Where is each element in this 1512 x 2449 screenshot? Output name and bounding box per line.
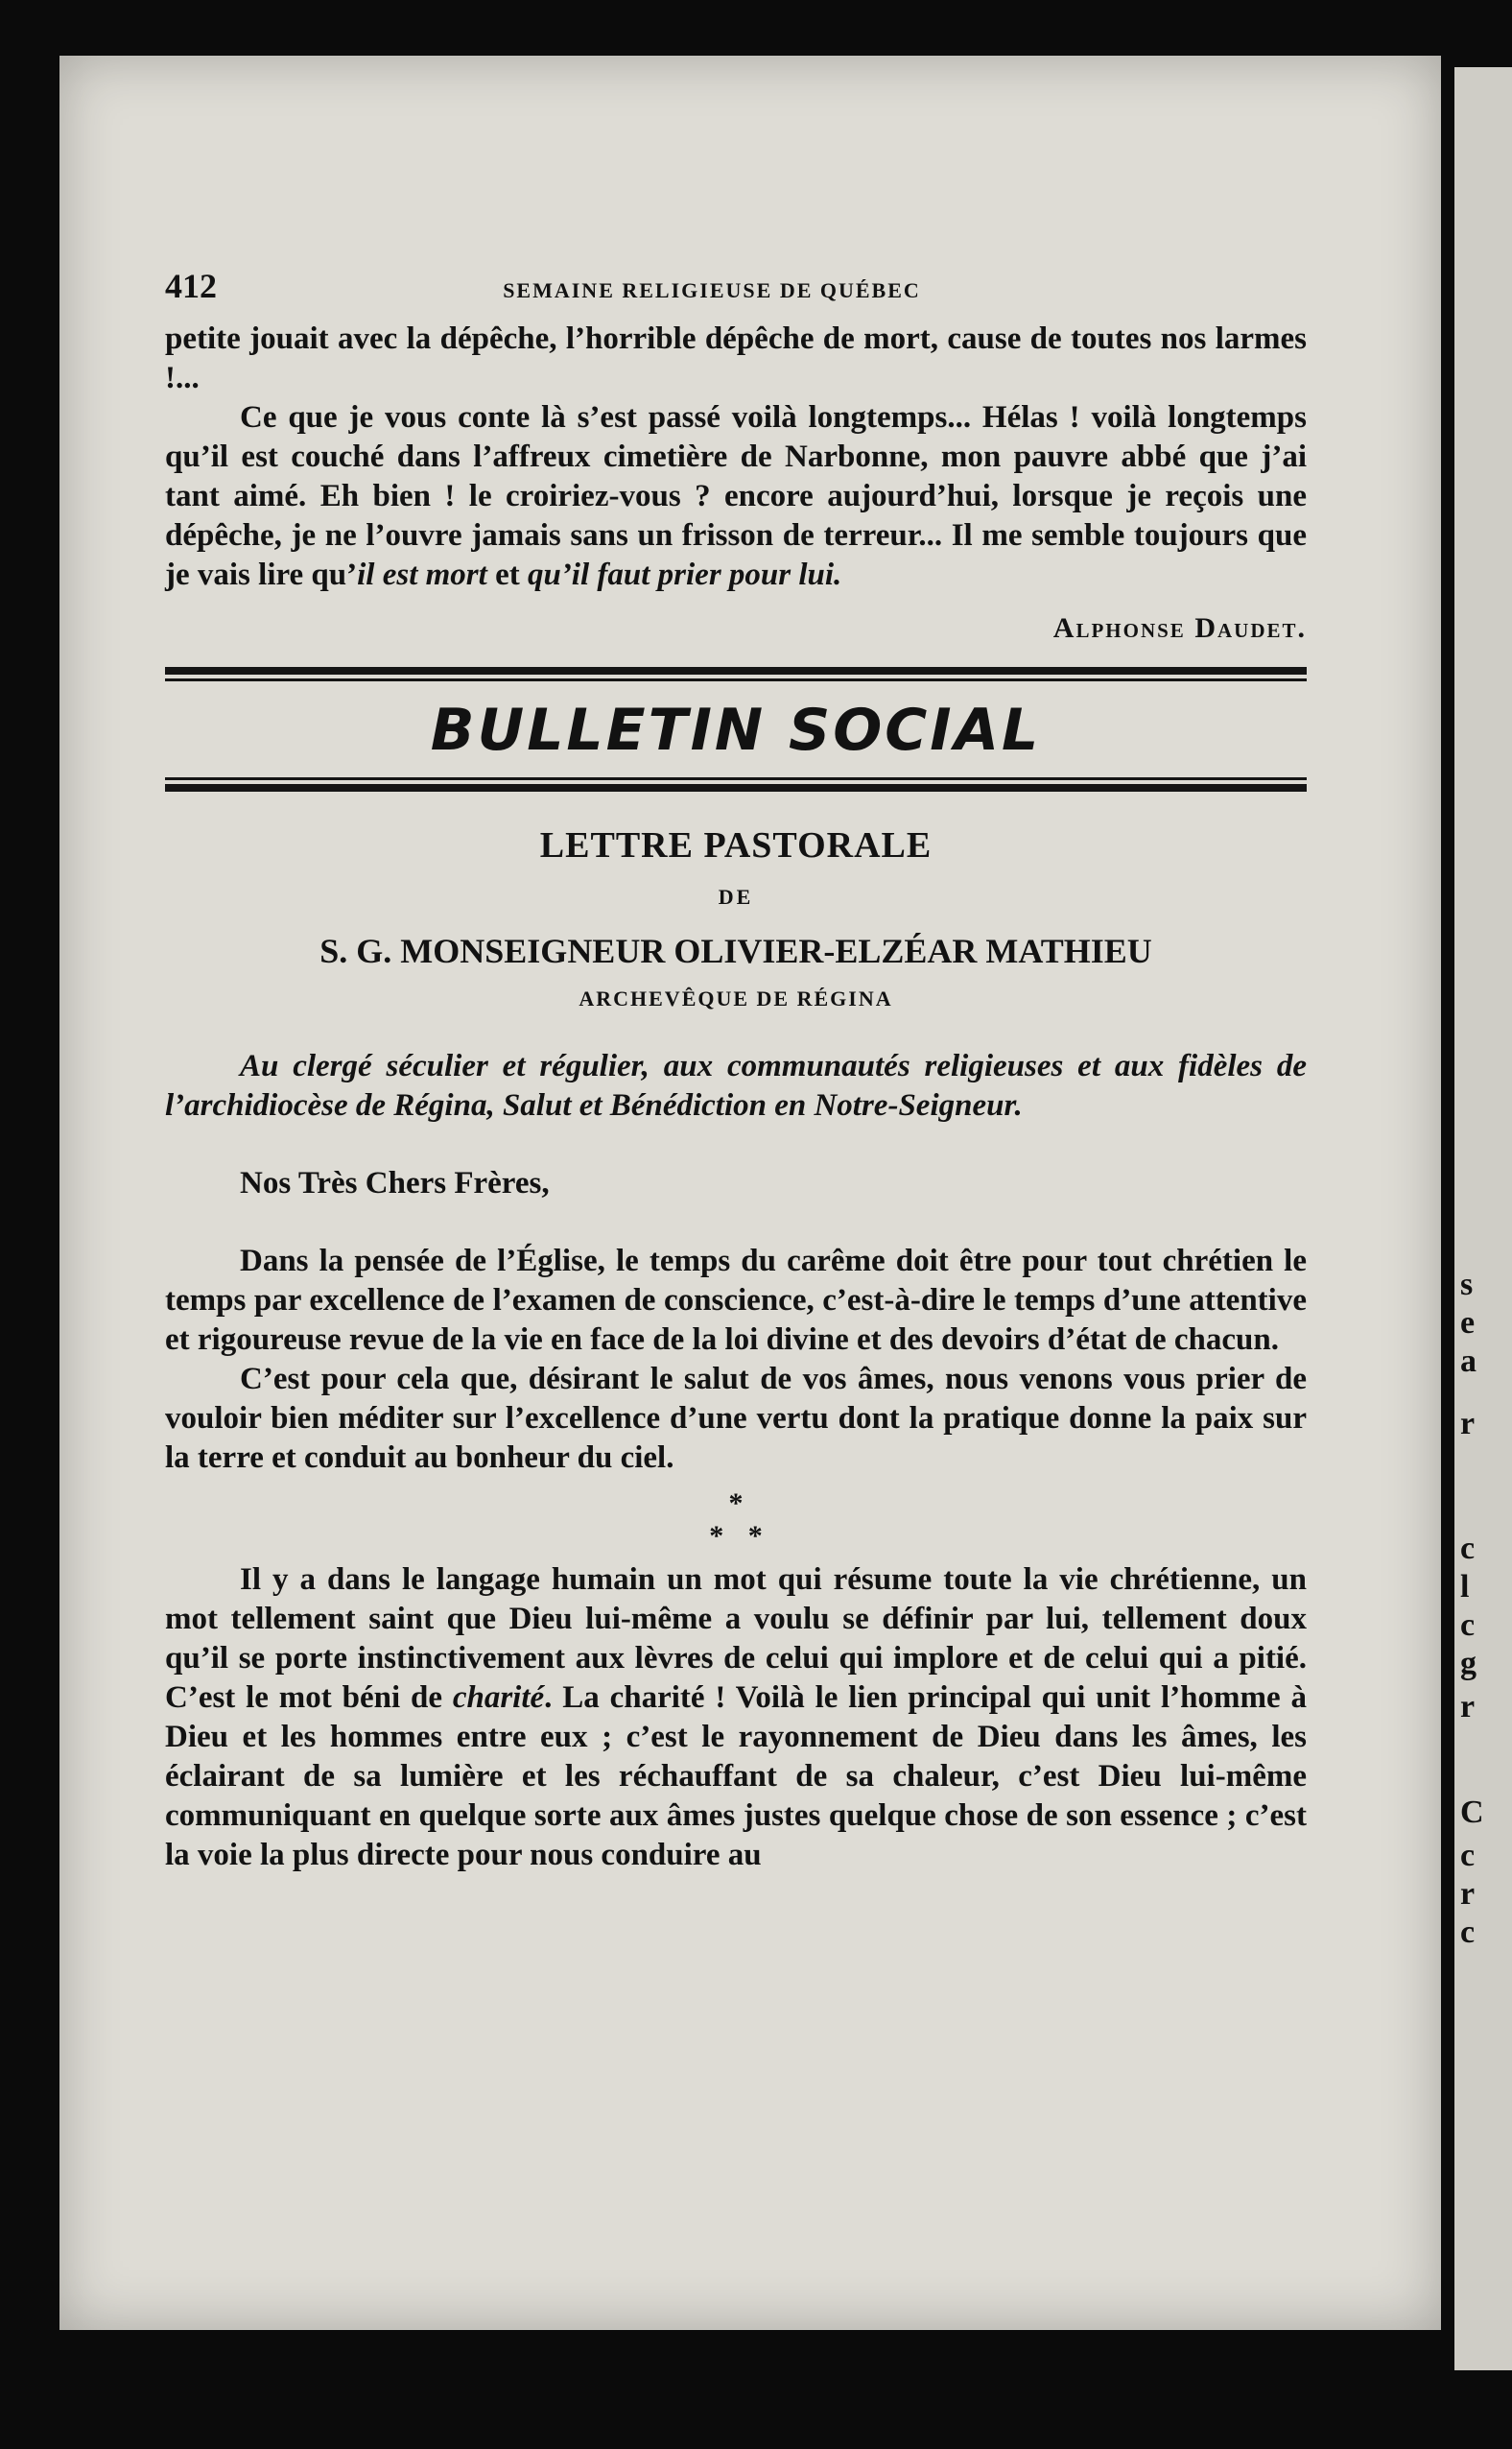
paragraph-text: et: [486, 558, 528, 592]
adjacent-page-fragment: g: [1460, 1646, 1477, 1681]
adjacent-page-fragment: c: [1460, 1607, 1476, 1643]
adjacent-page-fragment: C: [1460, 1795, 1484, 1830]
page-number: 412: [165, 267, 217, 305]
running-head: [165, 267, 1307, 310]
divider-rule: [165, 667, 1307, 675]
divider-rule: [165, 784, 1307, 792]
italic-phrase: qu’il faut prier pour lui.: [527, 558, 842, 592]
adjacent-page-fragment: e: [1460, 1305, 1476, 1341]
italic-phrase: charité: [452, 1680, 545, 1715]
letter-title: LETTRE PASTORALE: [539, 825, 933, 866]
asterism-top: *: [728, 1487, 744, 1519]
adjacent-page-fragment: c: [1460, 1914, 1476, 1950]
adjacent-page-fragment: c: [1460, 1838, 1476, 1873]
adjacent-page-fragment: s: [1460, 1267, 1474, 1302]
adjacent-page-fragment: r: [1460, 1689, 1476, 1724]
letter-author: S. G. MONSEIGNEUR OLIVIER-ELZÉAR MATHIEU: [319, 932, 1152, 970]
adjacent-page-edge: [1454, 67, 1512, 2370]
paragraph: petite jouait avec la dépêche, l’horrible dépêche de mort, cause de toutes nos larmes !...: [165, 321, 1307, 395]
paragraph: [165, 1560, 1307, 1875]
adjacent-page-fragment: r: [1460, 1876, 1476, 1912]
divider-rule: [165, 777, 1307, 780]
letter-address: Au clergé séculier et régulier, aux communautés religieuses et aux fidèles de l’archidiocèse de Régina, Salut et Bénédiction en Notre-Seigneur.: [165, 1049, 1307, 1123]
paragraph-text: Il y a dans le langage humain un mot qui résume toute la vie chrétienne, un mot tellement saint que Dieu lui-même a voulu se définir par lui, tellement doux qu’il se porte instinctivement aux lèvres de celui qui implore et de celui qui a pitié. C’est le mot béni de: [165, 1562, 1307, 1715]
adjacent-page-fragment: l: [1460, 1569, 1470, 1605]
paragraph-text: . La charité ! Voilà le lien principal qui unit l’homme à Dieu et les hommes entre eux ; c’est le rayonnement de Dieu dans les âmes, les éclairant de sa lumière et les réchauffant de sa chaleur, c’est Dieu lui-même communiquant en quelque sorte aux âmes justes quelque chose de son essence ; c’est la voie la plus directe pour nous conduire au: [165, 1680, 1307, 1872]
adjacent-page-fragment: c: [1460, 1531, 1476, 1566]
italic-phrase: il est mort: [357, 558, 487, 592]
letter-salutation: Nos Très Chers Frères,: [240, 1166, 550, 1201]
section-heading: BULLETIN SOCIAL: [430, 697, 1042, 764]
asterism: [165, 1487, 1307, 1553]
author-signature: Alphonse Daudet.: [1052, 612, 1307, 644]
adjacent-page-fragment: r: [1460, 1406, 1476, 1441]
paragraph-text: Ce que je vous conte là s’est passé voilà longtemps... Hélas ! voilà longtemps qu’il est couché dans l’affreux cimetière de Narbonne, mon pauvre abbé que j’ai tant aimé. Eh bien ! le croiriez-vous ? encore aujourd’hui, lorsque je reçois une dépêche, je ne l’ouvre jamais sans un frisson de terreur... Il me semble toujours que je vais lire qu’: [165, 400, 1307, 592]
divider-rule: [165, 678, 1307, 681]
running-head-title: SEMAINE RELIGIEUSE DE QUÉBEC: [503, 278, 921, 302]
page-content: [165, 267, 1307, 1875]
letter-title-connector: DE: [718, 885, 754, 909]
paragraph: Dans la pensée de l’Église, le temps du carême doit être pour tout chrétien le temps par excellence de l’examen de conscience, c’est-à-dire le temps d’une attentive et rigoureuse revue de la vie en face de la loi divine et des devoirs d’état de chacun.: [165, 1244, 1307, 1357]
letter-author-title: ARCHEVÊQUE DE RÉGINA: [579, 987, 893, 1011]
paragraph: C’est pour cela que, désirant le salut de vos âmes, nous venons vous prier de vouloir bien méditer sur l’excellence d’une vertu dont la pratique donne la paix sur la terre et conduit au bonheur du ciel.: [165, 1362, 1307, 1475]
scanned-page: [59, 56, 1441, 2330]
adjacent-page-fragment: a: [1460, 1343, 1477, 1379]
asterism-bottom: * *: [709, 1520, 763, 1552]
paragraph: [165, 398, 1307, 595]
